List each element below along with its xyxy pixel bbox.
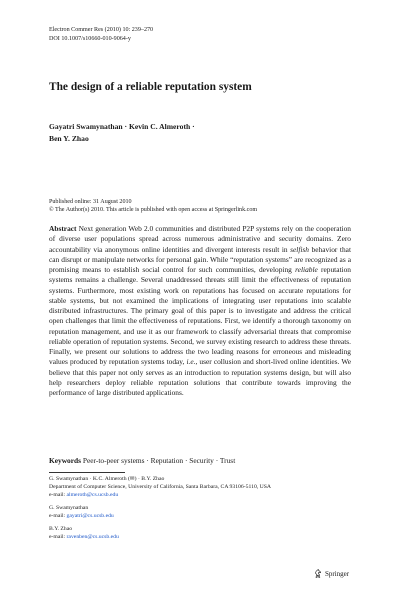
author-list bbox=[49, 121, 309, 144]
affiliation-zhao: B.Y. Zhao bbox=[49, 526, 73, 532]
abstract-block bbox=[49, 224, 351, 398]
author-line-1: Gayatri Swamynathan · Kevin C. Almeroth · bbox=[49, 122, 195, 131]
footnote-divider bbox=[49, 472, 125, 473]
affiliation-email-zhao: e-mail: ravenben@cs.ucsb.edu bbox=[49, 534, 119, 540]
abstract-text-2: behavior that can disrupt or manipulate networks for personal gain. While “reputation systems” are recognized as a promising means to establish social control for such communities, developing bbox=[49, 244, 352, 274]
paper-title: The design of a reliable reputation system bbox=[49, 81, 252, 93]
email-link-gayatri[interactable]: gayatri@cs.ucsb.edu bbox=[66, 513, 114, 519]
published-date: Published online: 31 August 2010 bbox=[49, 199, 132, 205]
affiliation-email-swamynathan: e-mail: gayatri@cs.ucsb.edu bbox=[49, 513, 114, 519]
publication-info bbox=[49, 198, 257, 214]
abstract-text-4: , user collusion and short-lived online identities. We believe that this paper not only serves as an introduction to reputation systems design, but will also help researchers deploy reliable reputation solutions that contribute towards improving the performance of large distributed applications. bbox=[49, 357, 352, 397]
affiliation-names: G. Swamynathan · K.C. Almeroth (✉) · B.Y. Zhao bbox=[49, 476, 165, 482]
email-link-ravenben[interactable]: ravenben@cs.ucsb.edu bbox=[66, 534, 119, 540]
doi-line: DOI 10.1007/s10660-010-9064-y bbox=[49, 35, 131, 42]
keywords-line bbox=[49, 456, 235, 465]
affiliation-email-almeroth: e-mail: almeroth@cs.ucsb.edu bbox=[49, 492, 119, 498]
keywords-text: Peer-to-peer systems · Reputation · Security · Trust bbox=[81, 456, 236, 465]
abstract-text-1: Next generation Web 2.0 communities and distributed P2P systems rely on the cooperation of diverse user populations spread across numerous administrative and security domains. Zero accountability via anonymous online identities and divergent interests result in bbox=[49, 224, 351, 254]
abstract-emphasis-reliable: reliable bbox=[295, 265, 318, 274]
publisher-name: Springer bbox=[325, 569, 350, 578]
abstract-label: Abstract bbox=[49, 224, 77, 233]
abstract-emphasis-selfish: selfish bbox=[290, 244, 309, 254]
email-link-almeroth[interactable]: almeroth@cs.ucsb.edu bbox=[66, 492, 119, 498]
affiliation-department: Department of Computer Science, University of California, Santa Barbara, CA 93106-5110, USA bbox=[49, 484, 272, 490]
author-line-2: Ben Y. Zhao bbox=[49, 133, 89, 143]
journal-citation: Electron Commer Res (2010) 10: 239–270 bbox=[49, 27, 154, 33]
abstract-text-3: reputation systems remains a challenge. Several unaddressed threats still limit the effectiveness of reputation systems. Furthermore, most existing work on reputations has focused on accurate reputations for stable systems, but not examined the implications of integrating user reputations into scalable distributed infrastructures. The primary goal of this paper is to investigate and address the critical open challenges that limit the effectiveness of reputations. First, we identify a thorough taxonomy on reputation management, and use it as our framework to classify adversarial threats that compromise reliable operation of reputation systems. Second, we survey existing research to address these threats. Finally, we present our solutions to address the two leading reasons for erroneous and misleading values produced by reputation systems today, bbox=[49, 265, 351, 367]
copyright-notice: © The Author(s) 2010. This article is published with open access at Springerlink.com bbox=[49, 207, 258, 214]
abstract-emphasis-ie: i.e. bbox=[186, 357, 196, 367]
affiliation-swamynathan: G. Swamynathan bbox=[49, 505, 89, 511]
publisher-logo bbox=[314, 569, 349, 578]
keywords-label: Keywords bbox=[49, 456, 82, 465]
springer-horse-icon bbox=[314, 569, 322, 578]
